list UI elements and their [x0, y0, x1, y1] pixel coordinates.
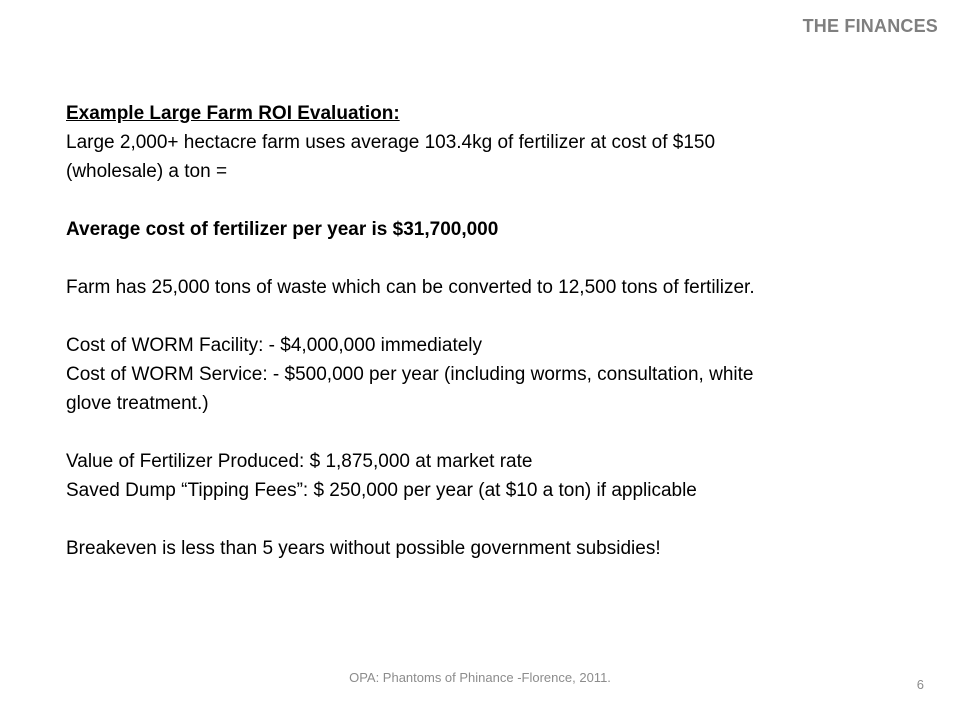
service-cost-line-1: Cost of WORM Service: - $500,000 per year (including worms, consultation, white	[66, 364, 754, 385]
breakeven-line: Breakeven is less than 5 years without possible government subsidies!	[66, 538, 661, 559]
average-cost-line: Average cost of fertilizer per year is $31,700,000	[66, 219, 499, 240]
slide-body	[66, 99, 926, 563]
spacer	[66, 186, 926, 215]
tipping-fees-line: Saved Dump “Tipping Fees”: $ 250,000 per year (at $10 a ton) if applicable	[66, 480, 697, 501]
waste-conversion-line: Farm has 25,000 tons of waste which can be converted to 12,500 tons of fertilizer.	[66, 277, 755, 298]
spacer	[66, 505, 926, 534]
section-heading: Example Large Farm ROI Evaluation:	[66, 103, 400, 124]
footer-text: OPA: Phantoms of Phinance -Florence, 2011.	[349, 670, 611, 685]
page-number: 6	[916, 677, 924, 692]
facility-cost-line: Cost of WORM Facility: - $4,000,000 immediately	[66, 335, 483, 356]
spacer	[66, 244, 926, 273]
farm-description-line-1: Large 2,000+ hectacre farm uses average 103.4kg of fertilizer at cost of $150	[66, 132, 716, 153]
spacer	[66, 418, 926, 447]
fertilizer-value-line: Value of Fertilizer Produced: $ 1,875,000 at market rate	[66, 451, 533, 472]
farm-description-line-2: (wholesale) a ton =	[66, 161, 228, 182]
spacer	[66, 302, 926, 331]
slide-title: THE FINANCES	[802, 16, 938, 36]
service-cost-line-2: glove treatment.)	[66, 393, 209, 414]
